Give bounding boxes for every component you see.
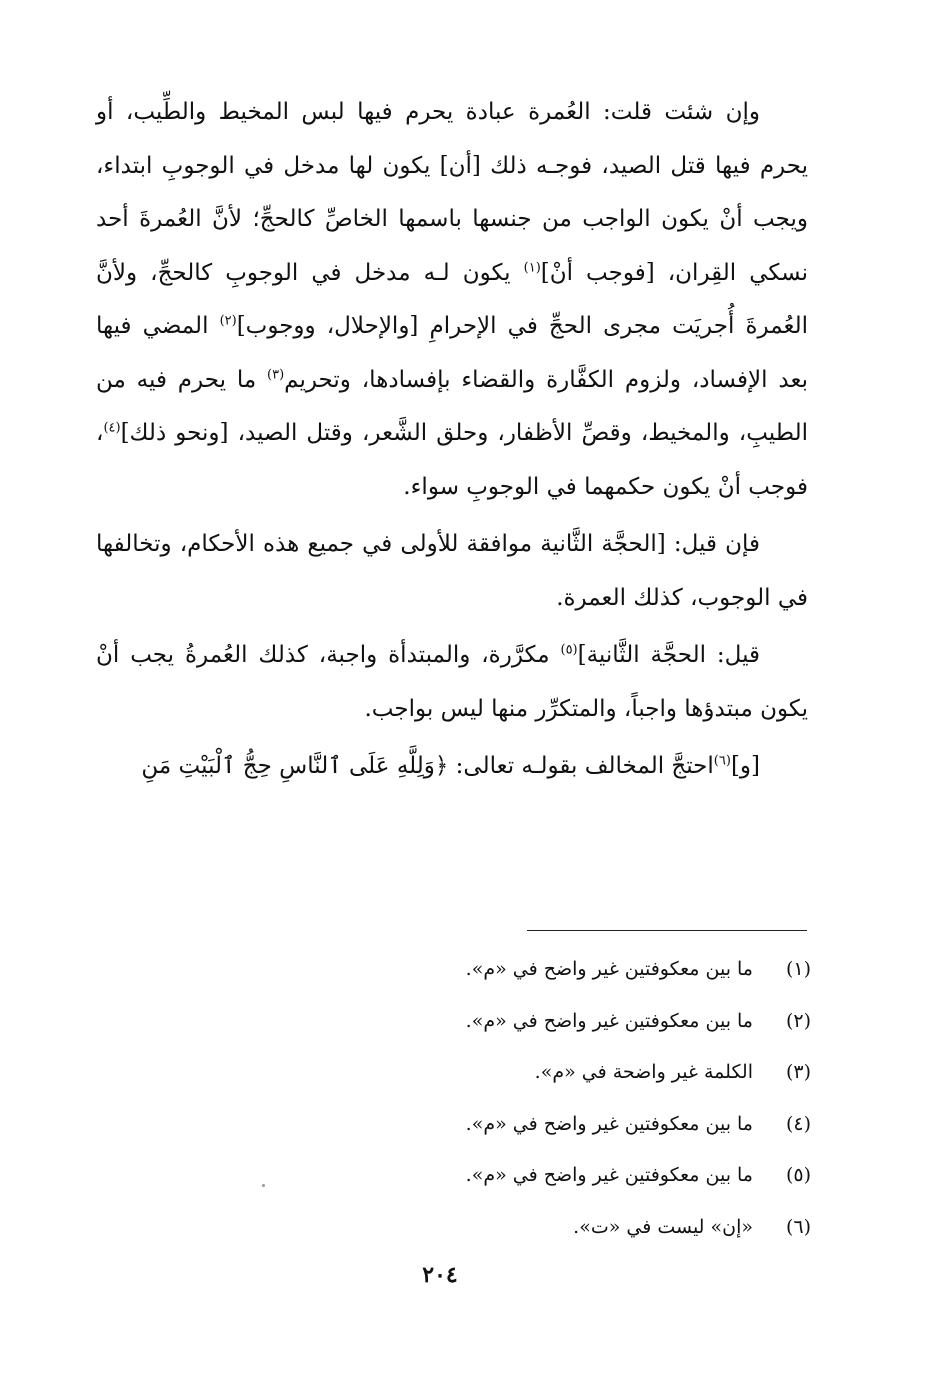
footnote-ref-6: (٦) (713, 753, 731, 769)
footnote-number: (١) (785, 958, 811, 980)
footnote-item (251, 1202, 811, 1254)
footnote-number: (٢) (785, 1009, 811, 1032)
footnote-text: ما بين معكوفتين غير واضح في «م». (465, 958, 753, 980)
paragraph-1 (96, 86, 808, 514)
paragraph-1-text-a: وإن شئت قلت: العُمرة عبادة يحرم فيها لبس المخيط والطِّيب، أو يحرم فيها قتل الصيد، فوجـه ذلك [أن] يكون لها مدخل في الوجوبِ ابتداء، ويجب أنْ يكون الواجب من جنسها باسمها الخاصِّ كالحجِّ؛ لأنَّ العُمرةَ أحد نسكي القِران، [فوجب أنْ] (96, 99, 808, 286)
main-text (96, 86, 808, 798)
paragraph-1-text-e: ، فوجب أنْ يكون حكمهما في الوجوبِ سواء. (96, 420, 808, 500)
footnote-number: (٦) (785, 1215, 811, 1238)
footnote-item (251, 1047, 811, 1099)
footnote-item (251, 1099, 811, 1151)
footnote-text: ما بين معكوفتين غير واضح في «م». (465, 1009, 753, 1032)
footnote-item (251, 1150, 811, 1202)
footnote-number: (٣) (785, 1061, 811, 1083)
paragraph-2 (96, 518, 808, 625)
footnote-ref-5: (٥) (560, 642, 578, 658)
paragraph-4-text-a: [و] (730, 753, 760, 779)
paragraph-3 (96, 629, 808, 736)
paragraph-4 (96, 740, 808, 794)
footnote-ref-2: (٢) (219, 313, 237, 329)
paragraph-1-text-c: المضي فيها بعد الإفساد، ولزوم الكفَّارة والقضاء بإفسادها، وتحريم (96, 313, 808, 393)
footnote-text: الكلمة غير واضحة في «م». (534, 1061, 753, 1083)
paragraph-3-text-a: قيل: الحجَّة الثَّانية] (577, 642, 761, 668)
paragraph-3-text-b: مكرَّرة، والمبتدأة واجبة، كذلك العُمرةُ يجب أنْ يكون مبتدؤها واجباً، والمتكرِّر منها ليس بواجب. (96, 642, 808, 722)
footnote-text: ما بين معكوفتين غير واضح في «م». (465, 1112, 753, 1135)
paragraph-2-text: فإن قيل: [الحجَّة الثَّانية موافقة للأولى في جميع هذه الأحكام، وتخالفها في الوجوب، كذلك العمرة. (96, 531, 808, 611)
scan-speck (262, 1184, 265, 1187)
page-number: ٢٠٤ (422, 1262, 458, 1288)
paragraph-1-text-d: ما يحرم فيه من الطيبِ، والمخيط، وقصِّ الأظفار، وحلق الشَّعر، وقتل الصيد، [ونحو ذلك] (96, 366, 808, 446)
footnote-ref-3: (٣) (267, 366, 285, 382)
footnote-number: (٥) (785, 1164, 811, 1186)
footnote-number: (٤) (785, 1112, 811, 1135)
footnote-text: ما بين معكوفتين غير واضح في «م». (465, 1164, 753, 1186)
footnotes-list (251, 944, 811, 1253)
paragraph-4-text-b: احتجَّ المخالف بقولـه تعالى: (448, 753, 714, 779)
footnote-ref-1: (١) (523, 259, 541, 275)
footnote-text: «إن» ليست في «ت». (573, 1215, 753, 1238)
footnote-ref-4: (٤) (103, 420, 121, 436)
paragraph-1-text-b: يكون لـه مدخل في الوجوبِ كالحجِّ، ولأنَّ العُمرةَ أُجريَت مجرى الحجِّ في الإحرامِ [والإحلال، ووجوب] (96, 259, 808, 339)
footnote-item (251, 944, 811, 996)
quran-verse: ﴿وَلِلَّهِ عَلَى ٱلنَّاسِ حِجُّ ٱلْبَيْتِ مَنِ (141, 753, 449, 779)
footnote-separator (527, 930, 807, 931)
footnote-item (251, 996, 811, 1048)
